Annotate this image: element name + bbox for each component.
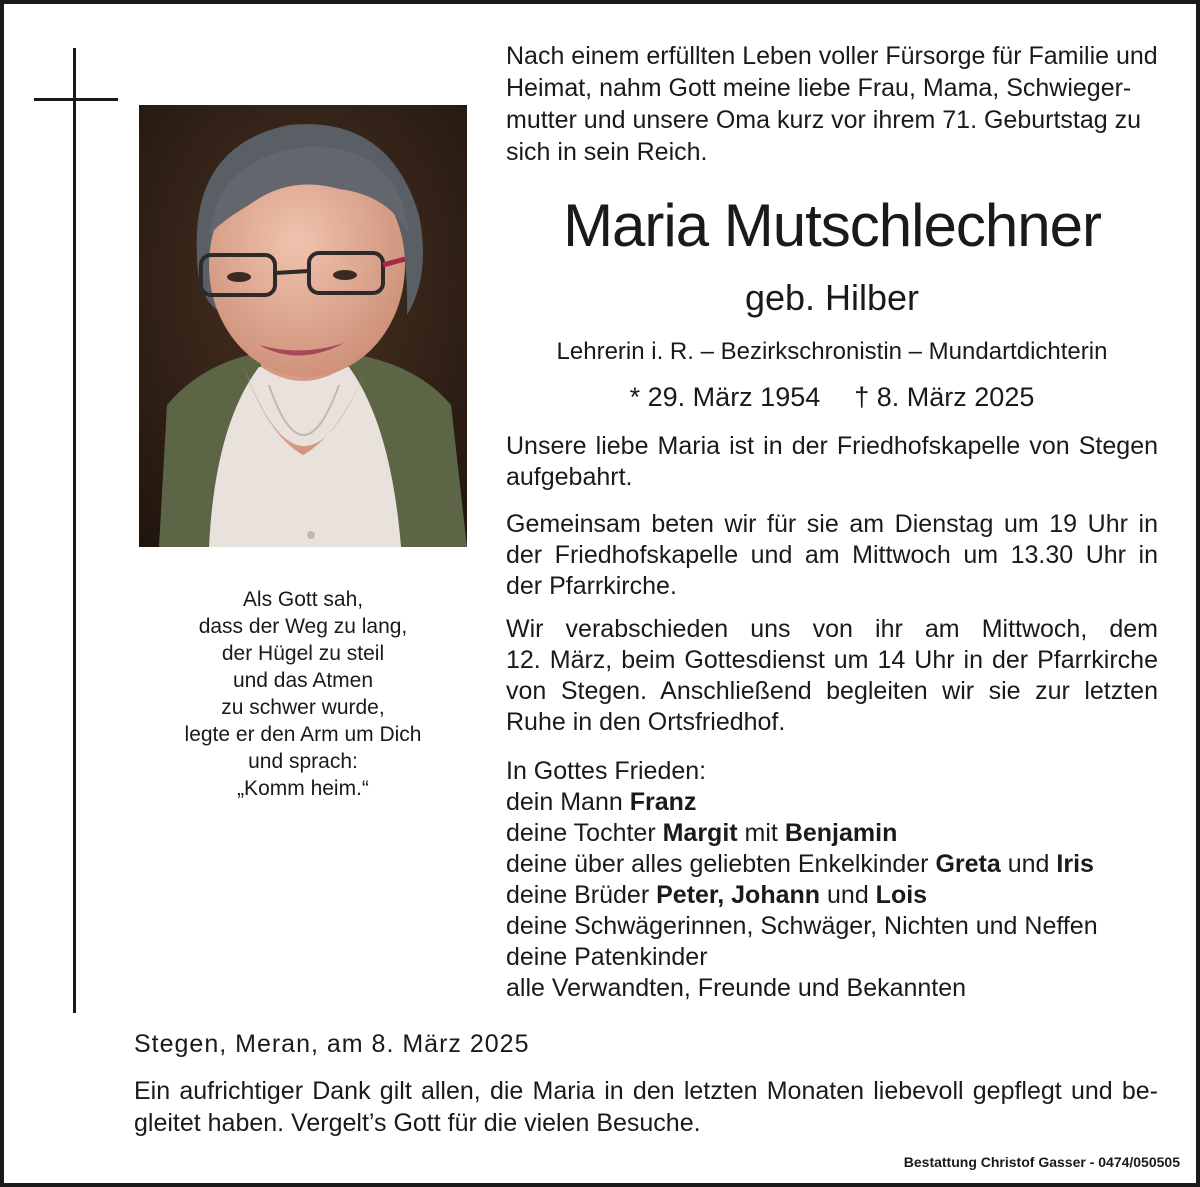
- poem-line: zu schwer wurde,: [221, 696, 385, 719]
- mourner-relation: deine Tochter: [506, 819, 663, 847]
- mourner-relation: dein Mann: [506, 788, 630, 816]
- cross-icon: [73, 48, 76, 1013]
- intro-line: Nach einem erfüllten Leben voller Fürsorge für Familie und: [506, 42, 1158, 70]
- poem-line: der Hügel zu steil: [221, 642, 385, 665]
- text-line: Wir verabschieden uns von ihr am Mittwoch, dem: [506, 615, 1158, 643]
- thanks-text: [134, 1075, 1158, 1139]
- deceased-name: Maria Mutschlechner: [563, 192, 1101, 259]
- mourner-connector: und: [1000, 850, 1057, 878]
- poem-line: und sprach:: [248, 750, 358, 773]
- portrait-photo: [139, 105, 467, 547]
- intro-line: mutter und unsere Oma kurz vor ihrem 71. Geburtstag zu: [506, 106, 1141, 134]
- mourner-name: Peter, Johann: [656, 881, 821, 909]
- text-line: Ruhe in den Ortsfriedhof.: [506, 708, 786, 736]
- poem-line: legte er den Arm um Dich: [184, 723, 422, 746]
- text-line: 12. März, beim Gottesdienst um 14 Uhr in der Pfarrkirche: [506, 646, 1158, 674]
- text-line: gleitet haben. Vergelt’s Gott für die vielen Besuche.: [134, 1109, 701, 1137]
- mourner-name: Benjamin: [784, 819, 898, 847]
- mourner-connector: und: [820, 881, 876, 909]
- mourner-name: Franz: [629, 788, 697, 816]
- death-date: † 8. März 2025: [854, 382, 1035, 412]
- birth-name: geb. Hilber: [744, 277, 920, 318]
- poem-line: „Komm heim.“: [237, 777, 369, 800]
- text-line: Unsere liebe Maria ist in der Friedhofskapelle von Stegen: [506, 432, 1158, 460]
- mourner-line: [506, 880, 1158, 911]
- mourner-line: [506, 787, 1158, 818]
- funeral-home-credit: Bestattung Christof Gasser - 0474/050505: [903, 1154, 1180, 1170]
- roles: Lehrerin i. R. – Bezirkschronistin – Mundartdichterin: [556, 338, 1108, 365]
- poem-line: und das Atmen: [232, 669, 374, 692]
- mourner-line: alle Verwandten, Freunde und Bekannten: [506, 974, 967, 1002]
- poem-line: Als Gott sah,: [242, 588, 364, 611]
- mourners-list: [506, 756, 1158, 1004]
- place-date: Stegen, Meran, am 8. März 2025: [134, 1030, 530, 1058]
- intro-line: sich in sein Reich.: [506, 138, 708, 166]
- mourner-line: deine Patenkinder: [506, 943, 708, 971]
- birth-date: * 29. März 1954: [629, 382, 821, 412]
- mourner-line: [506, 849, 1158, 880]
- mourner-name: Greta: [935, 850, 1001, 878]
- text-line: von Stegen. Anschließend begleiten wir sie zur letzten: [506, 677, 1158, 705]
- mourner-relation: deine Brüder: [506, 881, 657, 909]
- text-line: aufgebahrt.: [506, 463, 633, 491]
- wake-info: [506, 431, 1158, 493]
- text-line: der Friedhofskapelle und am Mittwoch um 13.30 Uhr in: [506, 541, 1158, 569]
- text-line: der Pfarrkirche.: [506, 572, 677, 600]
- mourner-line: [506, 818, 1158, 849]
- mourner-relation: deine über alles geliebten Enkelkinder: [506, 850, 936, 878]
- mourner-name: Iris: [1056, 850, 1094, 878]
- cross-icon-bar: [34, 98, 118, 101]
- life-dates: [506, 380, 1158, 414]
- mourners-heading: In Gottes Frieden:: [506, 757, 707, 785]
- text-line: Ein aufrichtiger Dank gilt allen, die Maria in den letzten Monaten liebevoll gepflegt und be-: [134, 1077, 1158, 1105]
- mourner-name: Lois: [875, 881, 928, 909]
- intro-text: [506, 40, 1158, 168]
- poem: [148, 586, 458, 802]
- intro-line: Heimat, nahm Gott meine liebe Frau, Mama, Schwieger-: [506, 74, 1132, 102]
- funeral-info: [506, 614, 1158, 738]
- poem-line: dass der Weg zu lang,: [198, 615, 408, 638]
- mourner-line: deine Schwägerinnen, Schwäger, Nichten und Neffen: [506, 912, 1098, 940]
- mourner-connector: mit: [737, 819, 785, 847]
- prayer-info: [506, 509, 1158, 602]
- mourner-name: Margit: [662, 819, 738, 847]
- text-line: Gemeinsam beten wir für sie am Dienstag um 19 Uhr in: [506, 510, 1158, 538]
